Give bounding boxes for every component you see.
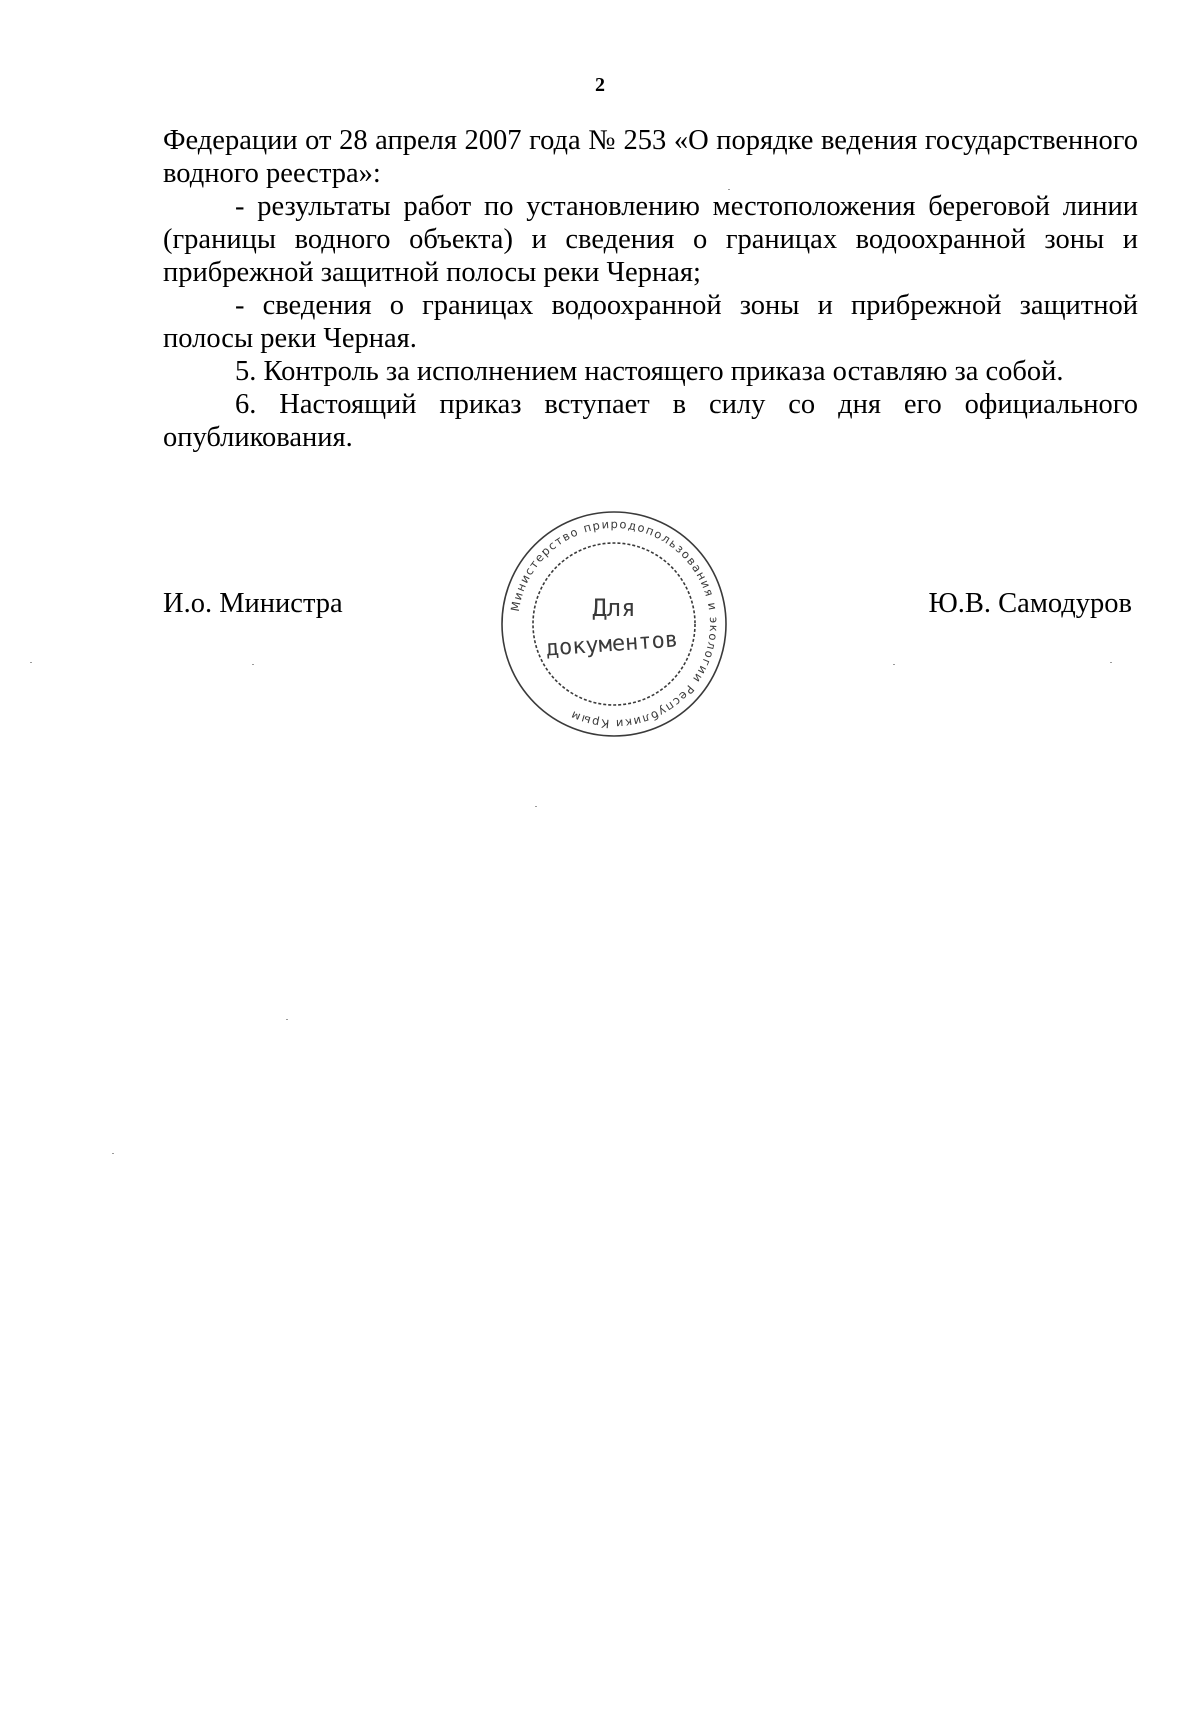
paragraph-item-5: 5. Контроль за исполнением настоящего приказа оставляю за собой.	[235, 356, 1064, 387]
signatory-name: Ю.В. Самодуров	[928, 588, 1132, 619]
scan-speck	[728, 189, 730, 190]
page-number: 2	[595, 74, 605, 96]
scan-speck	[30, 662, 32, 663]
signatory-title: И.о. Министра	[163, 588, 343, 619]
stamp-inner-ring	[533, 543, 695, 705]
paragraph-item-6: 6. Настоящий приказ вступает в силу со дня его официального опубликования.	[163, 389, 1138, 453]
stamp-center-line2: документов	[544, 627, 679, 662]
stamp-center-line1: Для	[592, 594, 636, 622]
stamp-rings	[502, 512, 726, 736]
scan-speck	[893, 664, 895, 665]
official-stamp	[496, 506, 732, 742]
paragraph-bullet-shoreline: - результаты работ по установлению местоположения береговой линии (границы водного объекта) и сведения о границах водоохранной зоны и прибрежной защитной полосы реки Черная;	[163, 191, 1138, 288]
paragraph-bullet-protection-zone: - сведения о границах водоохранной зоны и прибрежной защитной полосы реки Черная.	[163, 290, 1138, 354]
stamp-ring-text	[508, 517, 721, 731]
document-body	[163, 124, 1138, 454]
paragraph-continuation: Федерации от 28 апреля 2007 года № 253 «О порядке ведения государственного водного реестра»:	[163, 125, 1138, 189]
stamp-outer-ring	[502, 512, 726, 736]
scan-speck	[535, 806, 537, 807]
scan-speck	[252, 664, 254, 665]
scan-speck	[112, 1153, 114, 1154]
scan-speck	[1110, 662, 1112, 663]
scan-speck	[286, 1019, 288, 1020]
stamp-ring-textpath: Министерство природопользования и экологии Республики Крым	[507, 516, 722, 732]
